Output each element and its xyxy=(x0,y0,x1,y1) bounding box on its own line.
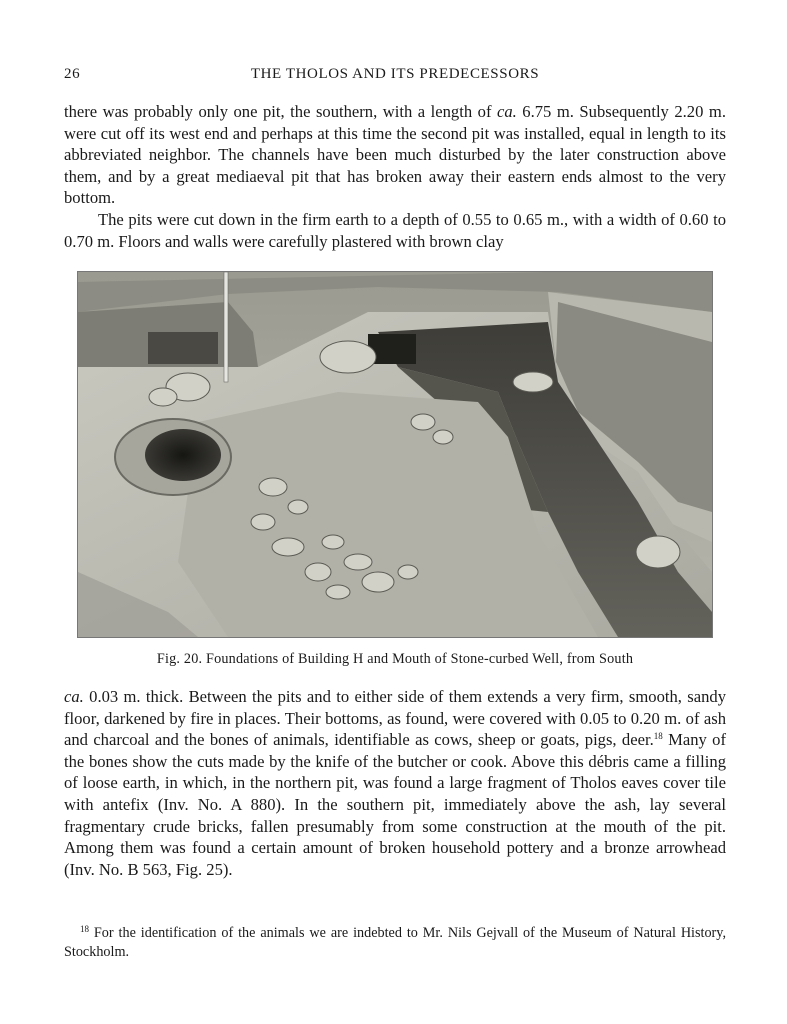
running-title: THE THOLOS AND ITS PREDECESSORS xyxy=(250,66,540,82)
footnote-text: For the identification of the animals we are indebted to Mr. Nils Gejvall of the Museum of Natural History, Stockholm. xyxy=(64,925,726,960)
paragraph-3-ca: ca. xyxy=(64,687,84,706)
paragraph-1-text-a: there was probably only one pit, the southern, with a length of xyxy=(64,102,497,121)
footnote-number: 18 xyxy=(80,924,89,934)
footnote-reference: 18 xyxy=(653,731,663,742)
paragraph-2-text: The pits were cut down in the firm earth to a depth of 0.55 to 0.65 m., with a width of 0.60 to 0.70 m. Floors and walls were carefully plastered with brown clay xyxy=(64,209,726,251)
well-mouth xyxy=(145,429,221,481)
paragraph-3 xyxy=(64,686,726,880)
paragraph-1-text-b: 6.75 m. Subsequently 2.20 m. were cut off its west end and perhaps at this time the second pit was installed, equal in length to its abbreviated neighbor. The channels have been much disturbed by the later construction above them, and by a great mediaeval pit that has broken away their eastern ends almost to the very bottom. xyxy=(64,102,726,208)
paragraph-1-ca: ca. xyxy=(496,102,517,121)
paragraph-1 xyxy=(64,101,726,252)
page-header xyxy=(64,66,726,88)
excavation-photograph xyxy=(77,271,713,638)
paragraph-3-text-a: 0.03 m. thick. Between the pits and to either side of them extends a very firm, smooth, sandy floor, darkened by fire in places. Their bottoms, as found, were covered with 0.05 to 0.20 m. of ash and charcoal and the bones of animals, identifiable as cows, sheep or goats, pigs, deer. xyxy=(64,687,726,750)
survey-pole xyxy=(224,272,228,382)
paragraph-3-text-b: Many of the bones show the cuts made by the knife of the butcher or cook. Above this débris came a filling of loose earth, in which, in the northern pit, was found a large fragment of Tholos eaves cover tile with antefix (Inv. No. A 880). In the southern pit, immediately above the ash, lay several fragmentary crude bricks, fallen presumably from some construction at the mouth of the pit. Among them was found a certain amount of broken household pottery and a bronze arrowhead (Inv. No. B 563, Fig. 25). xyxy=(64,730,726,879)
left-wall-dark xyxy=(148,332,218,364)
page-number: 26 xyxy=(64,66,81,82)
figure-caption: Fig. 20. Foundations of Building H and Mouth of Stone-curbed Well, from South xyxy=(156,651,634,667)
footnote xyxy=(64,920,726,962)
